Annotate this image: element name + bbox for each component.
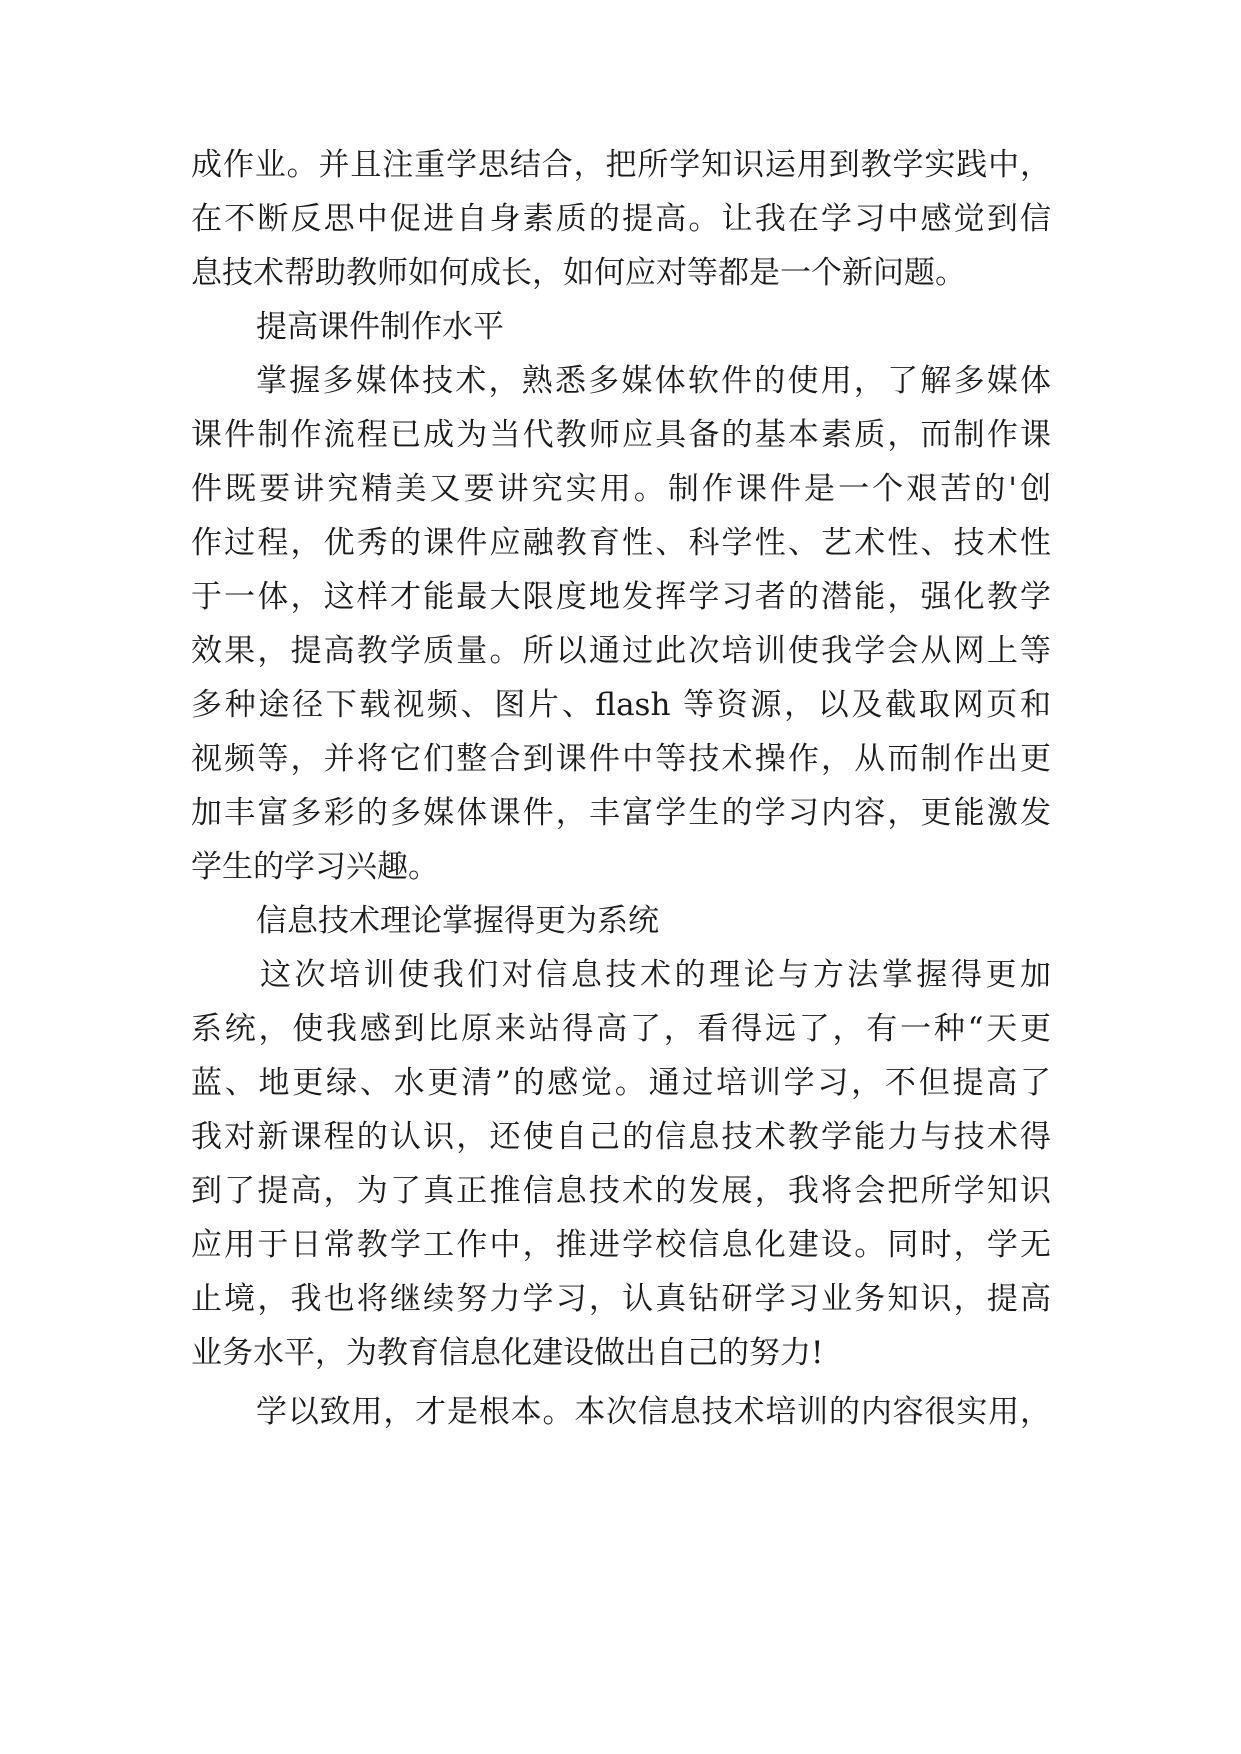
- paragraph-line: 到了提高，为了真正推信息技术的发展，我将会把所学知识: [191, 1173, 1051, 1209]
- paragraph-line: 掌握多媒体技术，熟悉多媒体软件的使用，了解多媒体: [256, 363, 1051, 399]
- paragraph-line: 效果，提高教学质量。所以通过此次培训使我学会从网上等: [191, 633, 1051, 669]
- paragraph-line: 系统，使我感到比原来站得高了，看得远了，有一种“天更: [191, 1011, 1051, 1047]
- paragraph-line: 应用于日常教学工作中，推进学校信息化建设。同时，学无: [191, 1227, 1051, 1263]
- paragraph-line: 课件制作流程已成为当代教师应具备的基本素质，而制作课: [191, 417, 1051, 453]
- paragraph-line: 息技术帮助教师如何成长，如何应对等都是一个新问题。: [191, 255, 966, 291]
- paragraph-line: 蓝、地更绿、水更清”的感觉。通过培训学习，不但提高了: [191, 1065, 1051, 1101]
- paragraph-line: 成作业。并且注重学思结合，把所学知识运用到教学实践中，: [191, 147, 1051, 183]
- paragraph-line: 多种途径下载视频、图片、flash 等资源，以及截取网页和: [191, 687, 1051, 723]
- paragraph-line: 我对新课程的认识，还使自己的信息技术教学能力与技术得: [191, 1119, 1051, 1155]
- paragraph-line: 件既要讲究精美又要讲究实用。制作课件是一个艰苦的'创: [191, 471, 1051, 507]
- paragraph-line: 作过程，优秀的课件应融教育性、科学性、艺术性、技术性: [191, 525, 1051, 561]
- paragraph-line: 止境，我也将继续努力学习，认真钻研学习业务知识，提高: [191, 1281, 1051, 1317]
- paragraph-line: 视频等，并将它们整合到课件中等技术操作，从而制作出更: [191, 741, 1051, 777]
- paragraph-line: 这次培训使我们对信息技术的理论与方法掌握得更加: [260, 957, 1051, 993]
- section-heading: 信息技术理论掌握得更为系统: [256, 903, 659, 939]
- paragraph-line: 于一体，这样才能最大限度地发挥学习者的潜能，强化教学: [191, 579, 1051, 615]
- paragraph-line: 学生的学习兴趣。: [191, 849, 439, 885]
- paragraph-line: 加丰富多彩的多媒体课件，丰富学生的学习内容，更能激发: [191, 795, 1051, 831]
- paragraph-line: 在不断反思中促进自身素质的提高。让我在学习中感觉到信: [191, 201, 1051, 237]
- paragraph-line: 业务水平，为教育信息化建设做出自己的努力!: [191, 1335, 824, 1371]
- section-heading: 提高课件制作水平: [256, 309, 504, 345]
- paragraph-line: 学以致用，才是根本。本次信息技术培训的内容很实用，: [256, 1394, 1051, 1430]
